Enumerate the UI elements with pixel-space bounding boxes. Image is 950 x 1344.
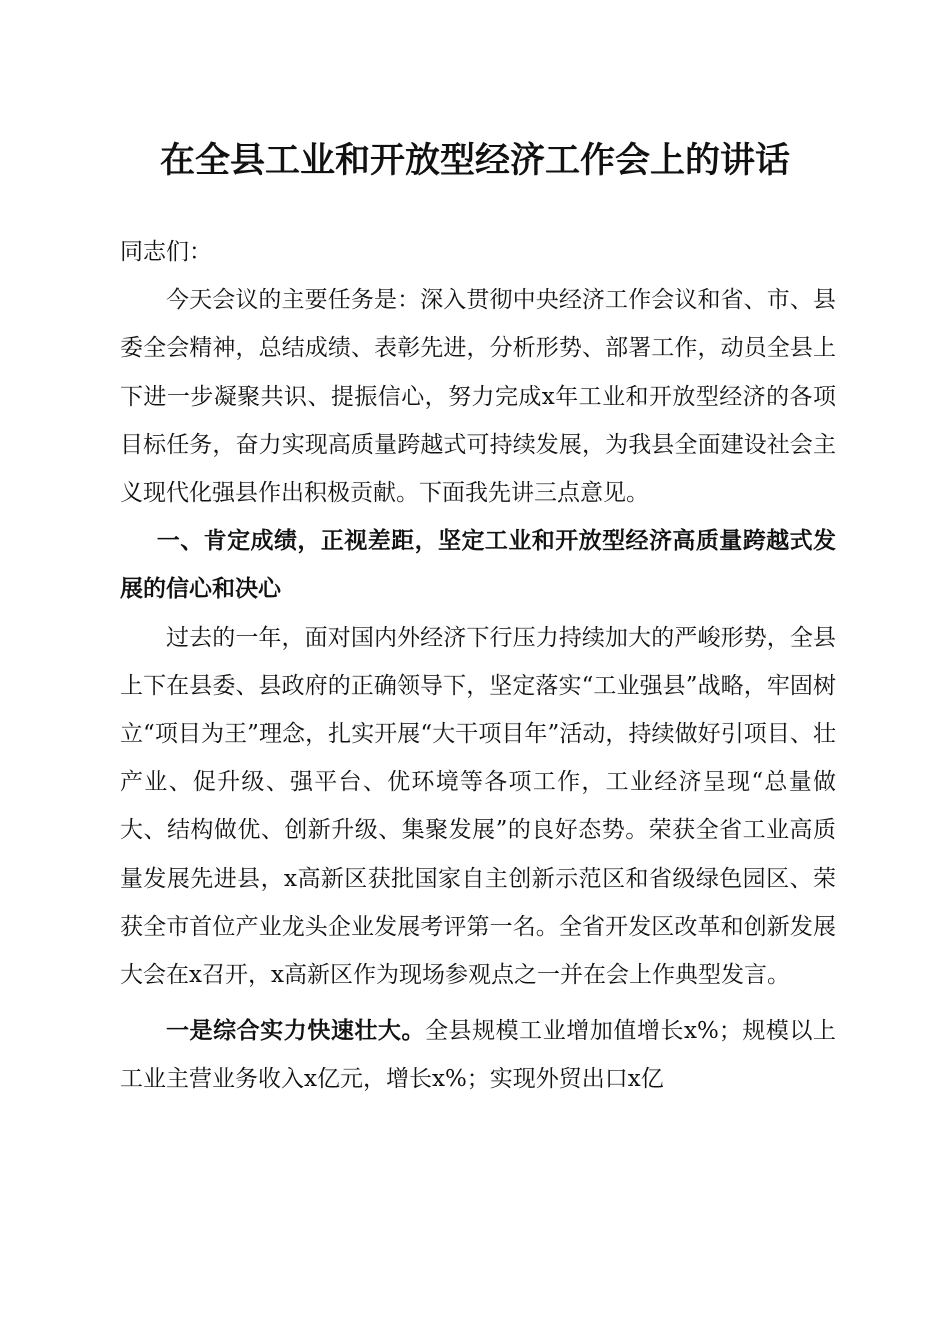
salutation: 同志们： [120, 239, 212, 265]
section-heading-1: 一、肯定成绩，正视差距，坚定工业和开放型经济高质量跨越式发展的信心和决心 [120, 528, 836, 603]
point-one-text: 全县规模工业增加值增长x%；规模以上工业主营业务收入x亿元，增长x%；实现外贸出口x亿 [120, 1018, 837, 1093]
point-one-paragraph [120, 1007, 836, 1103]
document-title: 在全县工业和开放型经济工作会上的讲话 [159, 141, 790, 181]
point-one-lead: 一是综合实力快速壮大。 [166, 1018, 425, 1045]
section-paragraph-1: 过去的一年，面对国内外经济下行压力持续加大的严峻形势，全县上下在县委、县政府的正确领导下，坚定落实“工业强县”战略，牢固树立“项目为王”理念，扎实开展“大干项目年”活动，持续做好引项目、壮产业、促升级、强平台、优环境等各项工作，工业经济呈现“总量做大、结构做优、创新升级、集聚发展”的良好态势。荣获全省工业高质量发展先进县，x高新区获批国家自主创新示范区和省级绿色园区、荣获全市首位产业龙头企业发展考评第一名。全省开发区改革和创新发展大会在x召开，x高新区作为现场参观点之一并在会上作典型发言。 [120, 624, 836, 989]
intro-paragraph: 今天会议的主要任务是：深入贯彻中央经济工作会议和省、市、县委全会精神，总结成绩、表彰先进，分析形势、部署工作，动员全县上下进一步凝聚共识、提振信心，努力完成x年工业和开放型经济的各项目标任务，奋力实现高质量跨越式可持续发展，为我县全面建设社会主义现代化强县作出积极贡献。下面我先讲三点意见。 [120, 287, 836, 507]
document-body [120, 228, 836, 1104]
